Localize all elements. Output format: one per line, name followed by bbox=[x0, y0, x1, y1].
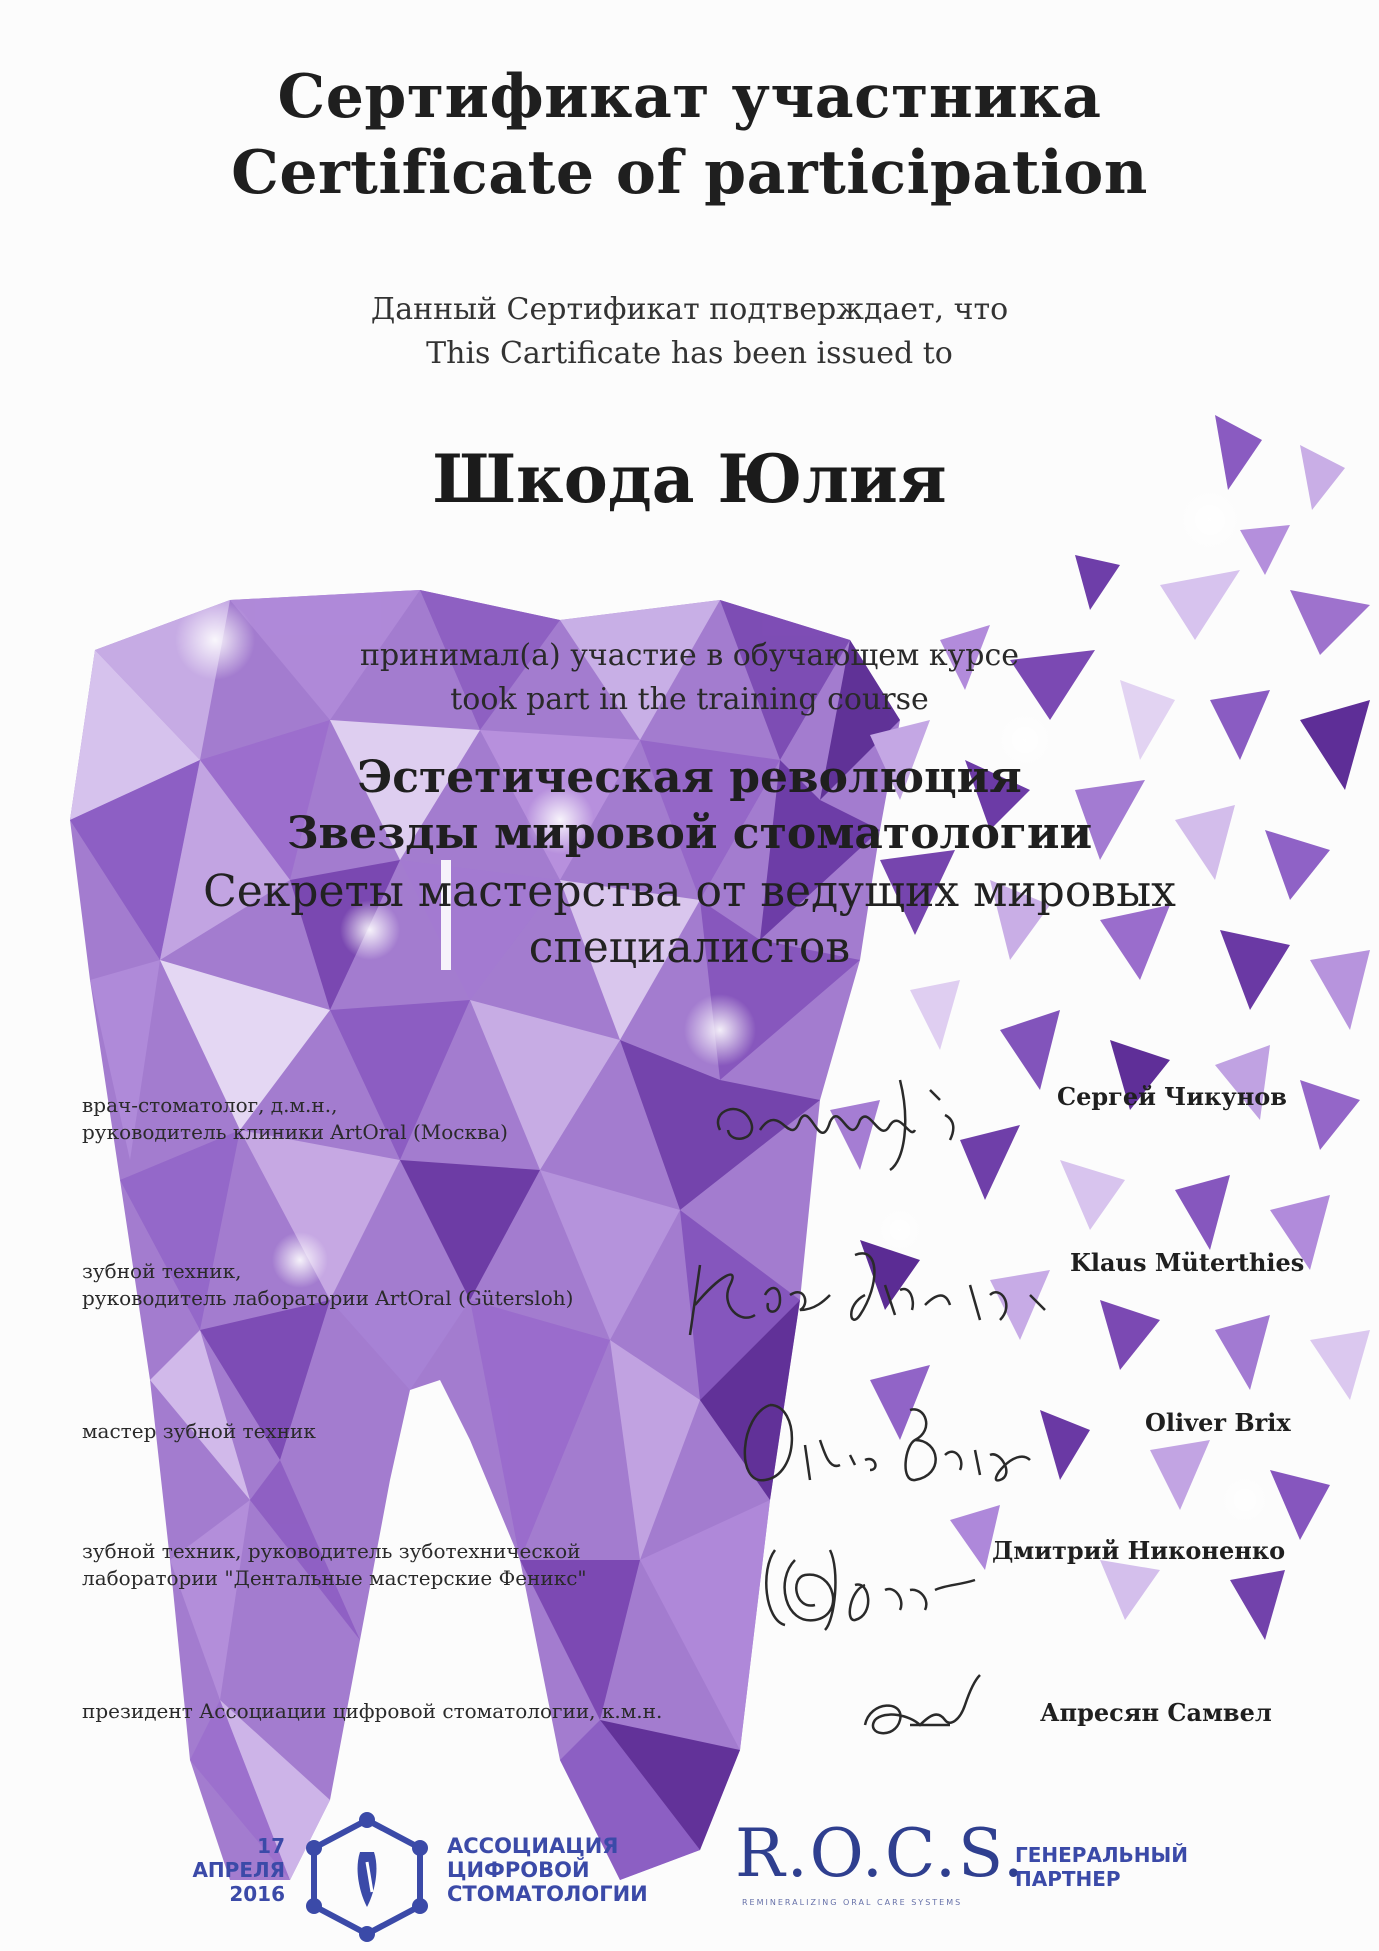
date-year: 2016 bbox=[229, 1882, 285, 1906]
footer-date bbox=[185, 1834, 285, 1906]
speaker-1-role-line1: врач-стоматолог, д.м.н., bbox=[82, 1093, 338, 1117]
rocs-tagline: REMINERALIZING ORAL CARE SYSTEMS bbox=[742, 1898, 963, 1907]
course-intro-ru: принимал(а) участие в обучающем курсе bbox=[359, 638, 1020, 673]
issued-line-ru: Данный Сертификат подтверждает, что bbox=[370, 292, 1009, 327]
course-title-line4: специалистов bbox=[528, 922, 851, 973]
date-month: АПРЕЛЯ bbox=[192, 1858, 285, 1882]
speaker-2-name: Klaus Müterthies bbox=[1070, 1248, 1305, 1277]
speaker-2-signature bbox=[680, 1225, 1060, 1355]
speaker-3-signature bbox=[730, 1385, 1040, 1505]
issued-line-en: This Cartificate has been issued to bbox=[426, 336, 953, 371]
speaker-4-name: Дмитрий Никоненко bbox=[992, 1536, 1286, 1565]
speaker-2-role-line2: руководитель лаборатории ArtOral (Gütersloh) bbox=[82, 1286, 574, 1310]
date-day: 17 bbox=[257, 1834, 285, 1858]
speaker-5-name: Апресян Самвел bbox=[1040, 1698, 1272, 1727]
course-title-line3: Секреты мастерства от ведущих мировых bbox=[203, 866, 1176, 917]
rocs-logo: R.O.C.S. bbox=[735, 1815, 1026, 1892]
speaker-2-role-line1: зубной техник, bbox=[82, 1259, 242, 1283]
speaker-1-role-line2: руководитель клиники ArtOral (Москва) bbox=[82, 1120, 508, 1144]
speaker-2-role bbox=[82, 1258, 573, 1312]
speaker-4-role-line1: зубной техник, руководитель зуботехнической bbox=[82, 1539, 581, 1563]
association-line3: СТОМАТОЛОГИИ bbox=[447, 1882, 648, 1906]
course-intro-en: took part in the training course bbox=[450, 682, 929, 717]
association-line2: ЦИФРОВОЙ bbox=[447, 1858, 590, 1882]
speaker-4-role-line2: лаборатории "Дентальные мастерские Феникс" bbox=[82, 1566, 587, 1590]
speaker-3-name: Oliver Brix bbox=[1145, 1408, 1291, 1437]
title-en: Certificate of participation bbox=[231, 138, 1148, 208]
speaker-3-role-line1: мастер зубной техник bbox=[82, 1419, 316, 1443]
speaker-5-signature bbox=[850, 1665, 1000, 1755]
association-name bbox=[447, 1834, 648, 1906]
association-logo-icon bbox=[302, 1812, 432, 1942]
association-line1: АССОЦИАЦИЯ bbox=[447, 1834, 619, 1858]
partner-line1: ГЕНЕРАЛЬНЫЙ bbox=[1015, 1843, 1188, 1867]
title-ru: Сертификат участника bbox=[277, 62, 1102, 132]
partner-label bbox=[1015, 1843, 1188, 1891]
speaker-5-role bbox=[82, 1698, 662, 1725]
course-title-line1: Эстетическая революция bbox=[357, 752, 1022, 803]
speaker-3-role bbox=[82, 1418, 316, 1445]
speaker-5-role-line1: президент Ассоциации цифровой стоматологии, к.м.н. bbox=[82, 1699, 663, 1723]
speaker-1-role bbox=[82, 1092, 508, 1146]
recipient-name: Шкода Юлия bbox=[432, 440, 947, 518]
speaker-1-signature bbox=[700, 1060, 970, 1180]
speaker-4-role bbox=[82, 1538, 587, 1592]
partner-line2: ПАРТНЕР bbox=[1015, 1867, 1121, 1891]
course-title-line2: Звезды мировой стоматологии bbox=[286, 808, 1093, 859]
speaker-1-name: Сергей Чикунов bbox=[1057, 1082, 1287, 1111]
speaker-4-signature bbox=[755, 1530, 985, 1640]
